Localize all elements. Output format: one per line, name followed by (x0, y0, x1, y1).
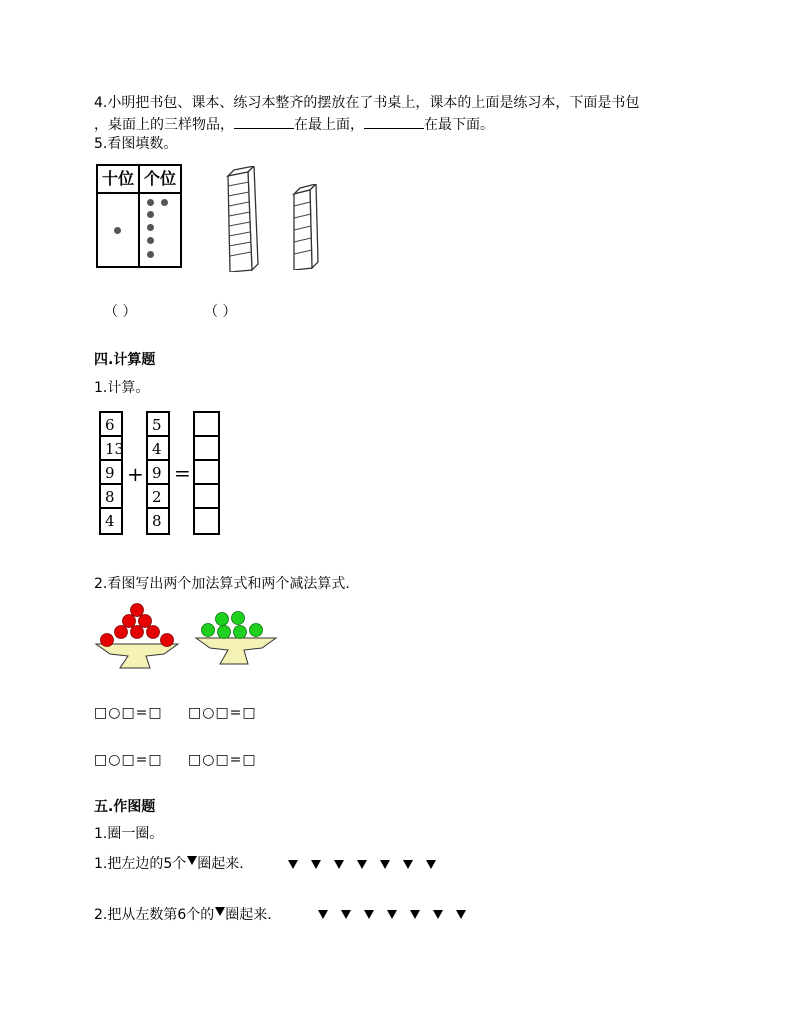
answer-cell[interactable] (195, 413, 218, 437)
column2-cell: 4 (148, 437, 168, 461)
q4-line2-part1: ，桌面上的三样物品， (94, 117, 234, 133)
q5-title: 5.看图填数。 (94, 136, 178, 152)
table-divider-vertical (138, 166, 140, 266)
addend-column-1 (99, 411, 123, 535)
plus-sign: + (127, 462, 144, 486)
answer-paren-left[interactable]: （ ） (104, 304, 137, 320)
tens-bead (114, 227, 121, 234)
triangle-icon[interactable] (334, 860, 344, 869)
addend-column-2 (146, 411, 170, 535)
item1-text-start: 1.把左边的5个 (94, 856, 187, 872)
answer-cell[interactable] (195, 509, 218, 533)
section5-q1-title: 1.圈一圈。 (94, 826, 164, 842)
answer-column (193, 411, 220, 535)
q4-blank-top[interactable] (234, 114, 294, 129)
triangle-icon[interactable] (318, 910, 328, 919)
ones-bead (147, 251, 154, 258)
column2-cell: 9 (148, 461, 168, 485)
addition-template-1[interactable]: □○□=□ (94, 705, 163, 721)
triangle-icon[interactable] (387, 910, 397, 919)
triangle-icon[interactable] (403, 860, 413, 869)
answer-cell[interactable] (195, 461, 218, 485)
q4-line2 (94, 114, 494, 135)
section5-heading: 五.作图题 (94, 799, 156, 815)
circle-item-2 (94, 905, 272, 925)
triangle-icon[interactable] (380, 860, 390, 869)
tens-header: 十位 (101, 169, 134, 188)
column2-cell: 2 (148, 485, 168, 509)
bowl-red-apples (94, 602, 180, 672)
triangle-icon[interactable] (433, 910, 443, 919)
column1-cell: 9 (101, 461, 121, 485)
triangle-icon[interactable] (410, 910, 420, 919)
ones-header: 个位 (143, 169, 176, 188)
q4-blank-bottom[interactable] (364, 114, 424, 129)
column1-cell: 6 (101, 413, 121, 437)
q2-title: 2.看图写出两个加法算式和两个减法算式. (94, 576, 350, 592)
answer-paren-right[interactable]: （ ） (204, 304, 237, 320)
column2-cell: 8 (152, 512, 162, 530)
q4-line2-part2: 在最上面， (294, 117, 364, 133)
ones-bead (147, 199, 154, 206)
addition-template-2[interactable]: □○□=□ (188, 705, 257, 721)
triangle-icon (187, 856, 197, 865)
column2-cell: 5 (148, 413, 168, 437)
triangle-icon[interactable] (357, 860, 367, 869)
circle-item-1 (94, 854, 244, 874)
triangle-icon[interactable] (364, 910, 374, 919)
section4-q1-title: 1.计算。 (94, 380, 150, 396)
subtraction-template-1[interactable]: □○□=□ (94, 752, 163, 768)
ones-bead (147, 211, 154, 218)
q4-line1: 4.小明把书包、课本、练习本整齐的摆放在了书桌上，课本的上面是练习本，下面是书包 (94, 95, 640, 111)
item1-text-end: 圈起来. (197, 856, 244, 872)
triangle-icon[interactable] (288, 860, 298, 869)
equals-sign: = (174, 461, 191, 485)
section4-heading: 四.计算题 (94, 352, 156, 368)
ones-bead (161, 199, 168, 206)
bowl-green-apples (194, 610, 278, 670)
item2-text-start: 2.把从左数第6个的 (94, 907, 215, 923)
triangle-icon[interactable] (426, 860, 436, 869)
place-value-table (96, 164, 182, 268)
column1-cell: 4 (105, 512, 115, 530)
ones-bead (147, 224, 154, 231)
triangle-icon[interactable] (456, 910, 466, 919)
triangle-icon[interactable] (341, 910, 351, 919)
q4-line2-part3: 在最下面。 (424, 117, 494, 133)
item2-text-end: 圈起来. (225, 907, 272, 923)
rod-drawing-short (290, 184, 322, 270)
subtraction-template-2[interactable]: □○□=□ (188, 752, 257, 768)
triangle-row-2 (318, 904, 479, 924)
column1-cell: 13 (101, 437, 121, 461)
answer-cell[interactable] (195, 485, 218, 509)
ones-bead (147, 237, 154, 244)
triangle-icon[interactable] (311, 860, 321, 869)
triangle-row-1 (288, 854, 449, 874)
answer-cell[interactable] (195, 437, 218, 461)
ten-rod-drawing (222, 166, 262, 272)
triangle-icon (215, 907, 225, 916)
column1-cell: 8 (101, 485, 121, 509)
